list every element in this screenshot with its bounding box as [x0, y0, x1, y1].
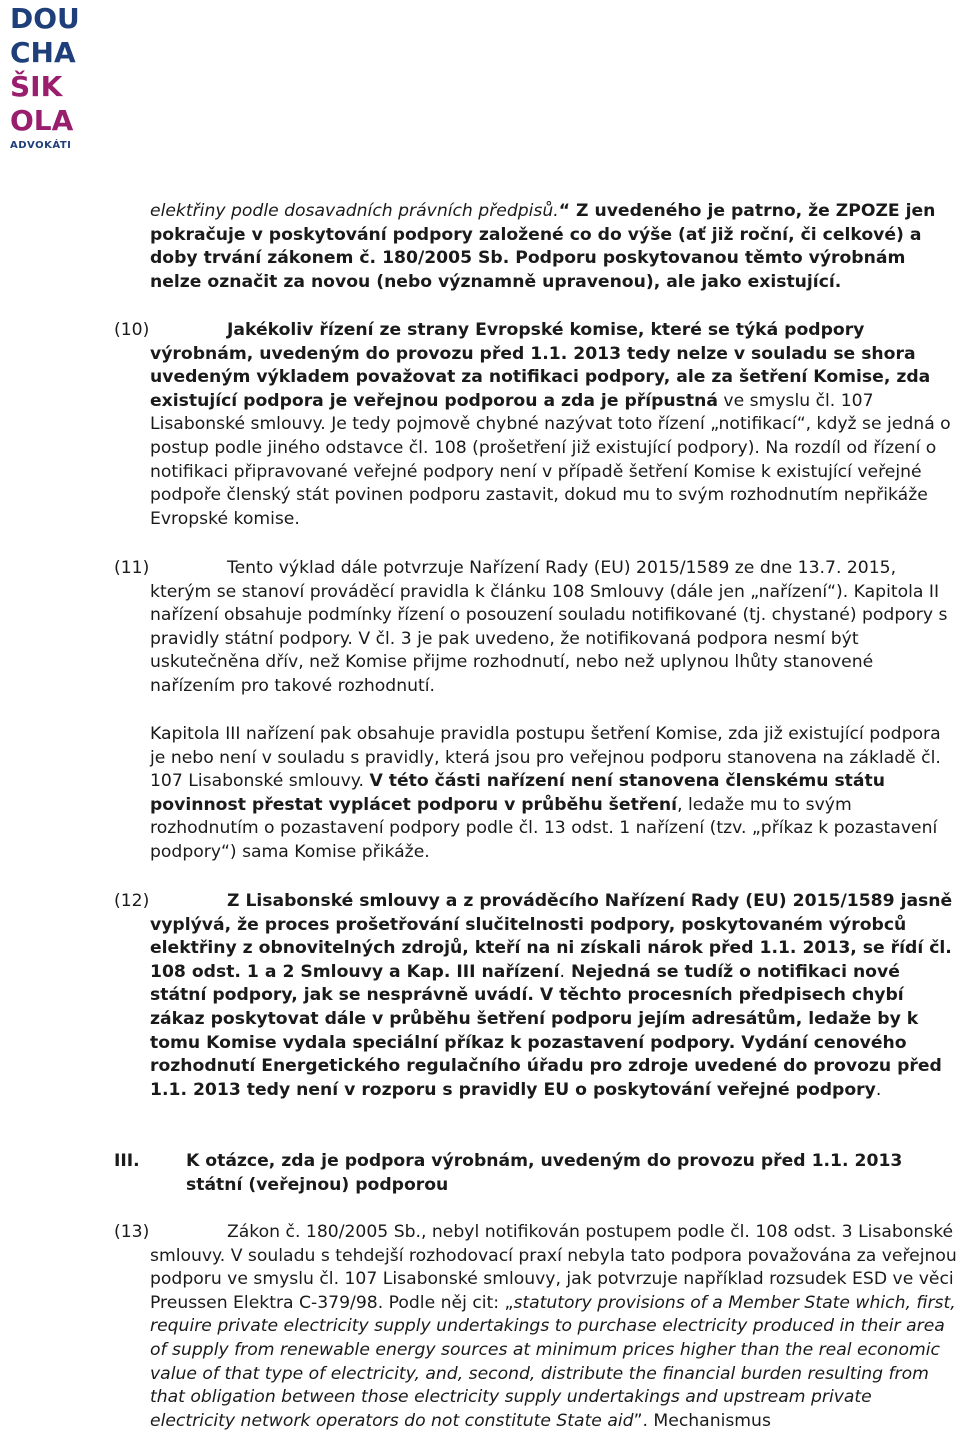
logo-subtitle: ADVOKÁTI: [10, 140, 72, 151]
paragraph-11-continued: [150, 723, 956, 865]
section-number: III.: [114, 1151, 140, 1171]
logo-row-2: CHA: [10, 36, 76, 69]
bold-text: Jakékoliv řízení ze strany Evropské komise, které se týká podpory výrobnám, uvedeným do provozu před 1.1. 2013 tedy nelze v souladu se shora uvedeným výkladem považovat za notifikaci podpory, ale za šetření Komise, zda existující podpora je veřejnou podporou a zda je přípustná: [150, 320, 931, 411]
paragraph-text-end: ”. Mechanismus: [633, 1410, 771, 1431]
section-heading-iii: [114, 1150, 956, 1197]
company-logo: [10, 2, 100, 152]
punct: .: [559, 961, 565, 982]
logo-row-1: DOU: [10, 2, 80, 35]
bold-text: V této části nařízení není stanovena členskému státu povinnost přestat vyplácet podporu v průběhu šetření: [150, 771, 885, 815]
paragraph-number: (10): [114, 320, 150, 340]
paragraph-text-end: , ledaže mu to svým rozhodnutím o pozastavení podpory podle čl. 13 odst. 1 nařízení (tzv. „příkaz k pozastavení podpory“) sama Komise přikáže.: [150, 794, 938, 862]
paragraph-number: (13): [114, 1222, 150, 1242]
italic-quote-end: elektřiny podle dosavadních právních předpisů.: [150, 201, 559, 221]
paragraph-text: Tento výklad dále potvrzuje Nařízení Rady (EU) 2015/1589 ze dne 13.7. 2015, kterým se stanoví prováděcí pravidla k článku 108 Smlouvy (dále jen „nařízení“). Kapitola II nařízení obsahuje podmínky řízení o posouzení souladu notifikované (tj. chystané) podpory s pravidly státní podpory. V čl. 3 je pak uvedeno, že notifikovaná podpora nesmí být uskutečněna dřív, než Komise přijme rozhodnutí, nebo než uplynou lhůty stanovené nařízením pro takové rozhodnutí.: [150, 558, 948, 696]
bold-text: “ Z uvedeného je patrno, že ZPOZE jen pokračuje v poskytování podpory založené co do výše (ať již roční, či celkové) a doby trvání zákonem č. 180/2005 Sb. Podporu poskytovanou těmto výrobnám nelze označit za novou (nebo významně upravenou), ale jako existující.: [150, 201, 936, 292]
paragraph-12: [114, 890, 956, 1102]
paragraph-text: ve smyslu čl. 107 Lisabonské smlouvy. Je tedy pojmově chybné nazývat toto řízení „notifikací“, když se jedná o postup podle jiného odstavce čl. 108 (prošetření již existující podpory). Na rozdíl od řízení o notifikaci připravované veřejné podpory není v případě šetření Komise k existující veřejné podpoře členský stát povinen podporu zastavit, dokud mu to svým rozhodnutím nepřikáže Evropské komise.: [150, 390, 951, 529]
logo-row-4: OLA: [10, 104, 74, 137]
paragraph-number: (11): [114, 558, 150, 578]
paragraph-11: [114, 557, 956, 699]
bold-text-2: Nejedná se tudíž o notifikaci nové státní podpory, jak se nesprávně uvádí. V těchto procesních předpisech chybí zákaz poskytovat dále v průběhu šetření podporu jejím adresátům, ledaže by k tomu Komise vydala speciální příkaz k pozastavení podpory. Vydání cenového rozhodnutí Energetického regulačního úřadu pro zdroje uvedené do provozu před 1.1. 2013 tedy není v rozporu s pravidly EU o poskytování veřejné podpory: [150, 961, 942, 1100]
paragraph-9-continuation: [150, 200, 956, 294]
italic-quote: statutory provisions of a Member State which, first, require private electricity supply undertakings to purchase electricity produced in their area of supply from renewable energy sources at minimum prices higher than the real economic value of that type of electricity, and, second, distribute the financial burden resulting from that obligation between those electricity supply undertakings and upstream private electricity network operators do not constitute State aid: [150, 1292, 956, 1431]
logo-row-3: ŠIK: [10, 70, 63, 103]
punct-end: .: [875, 1079, 882, 1100]
section-title: K otázce, zda je podpora výrobnám, uvedeným do provozu před 1.1. 2013 státní (veřejnou) podporou: [186, 1151, 903, 1195]
paragraph-text: Kapitola III nařízení pak obsahuje pravidla postupu šetření Komise, zda již existující podpora je nebo není v souladu s pravidly, která jsou pro veřejnou podporu stanovena na základě čl. 107 Lisabonské smlouvy.: [150, 724, 941, 792]
paragraph-text: Zákon č. 180/2005 Sb., nebyl notifikován postupem podle čl. 108 odst. 3 Lisabonské smlouvy. V souladu s tehdejší rozhodovací praxí nebyla tato podpora považována za veřejnou podporu ve smyslu čl. 107 Lisabonské smlouvy, jak potvrzuje například rozsudek ESD ve věci Preussen Elektra C-379/98. Podle něj cit: „: [150, 1222, 957, 1313]
paragraph-10: [114, 319, 956, 531]
bold-text: Z Lisabonské smlouvy a z prováděcího Nařízení Rady (EU) 2015/1589 jasně vyplývá, že proces prošetřování slučitelnosti podpory, poskytovaném výrobců elektřiny z obnovitelných zdrojů, kteří na ni získali nárok před 1.1. 2013, se řídí čl. 108 odst. 1 a 2 Smlouvy a Kap. III nařízení: [150, 891, 953, 982]
paragraph-13: [114, 1221, 960, 1433]
paragraph-number: (12): [114, 891, 150, 911]
